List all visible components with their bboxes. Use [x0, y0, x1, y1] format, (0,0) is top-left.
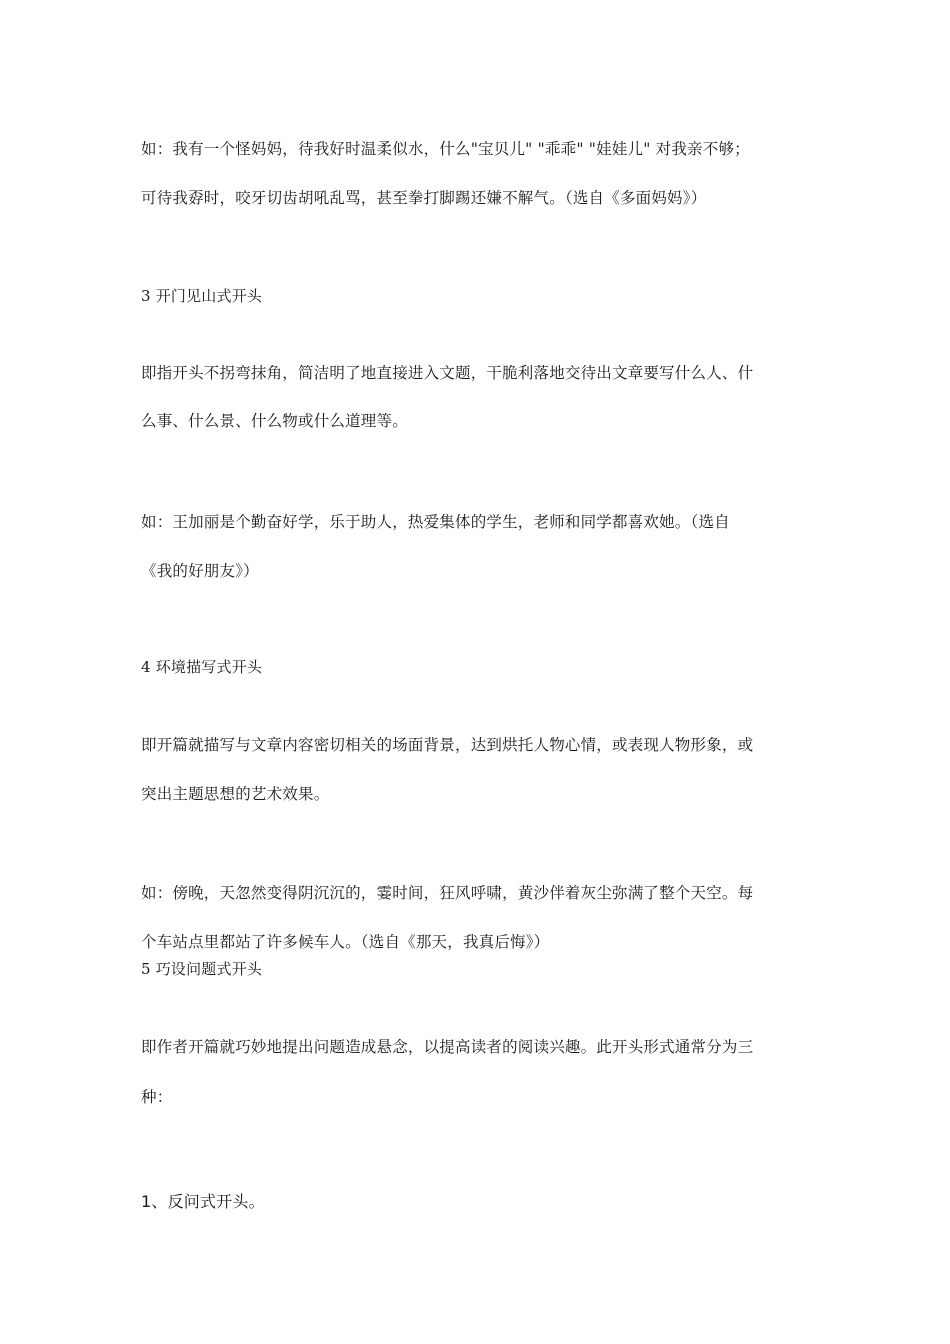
- description-4-line-2: 突出主题思想的艺术效果。: [141, 785, 330, 803]
- description-3-line-1: 即指开头不拐弯抹角，简洁明了地直接进入文题，干脆利落地交待出文章要写什么人、什: [141, 364, 754, 382]
- example-3-line-1: 如：王加丽是个勤奋好学，乐于助人，热爱集体的学生，老师和同学都喜欢她。（选自: [141, 513, 730, 531]
- list-item-1: 1、反问式开头。: [141, 1192, 265, 1211]
- section-heading-5: 5 巧设问题式开头: [141, 960, 263, 978]
- description-3-line-2: 么事、什么景、什么物或什么道理等。: [141, 412, 408, 430]
- description-4-line-1: 即开篇就描写与文章内容密切相关的场面背景，达到烘托人物心情，或表现人物形象，或: [141, 736, 754, 754]
- example-4-line-1: 如：傍晚，天忽然变得阴沉沉的，霎时间，狂风呼啸，黄沙伴着灰尘弥满了整个天空。每: [141, 884, 754, 902]
- section-heading-4: 4 环境描写式开头: [141, 658, 263, 676]
- example-3-line-2: 《我的好朋友》）: [141, 562, 259, 580]
- example-4-line-2: 个车站点里都站了许多候车人。（选自《那天，我真后悔》）: [141, 933, 550, 951]
- example-1-line-2: 可待我孬时，咬牙切齿胡吼乱骂，甚至拳打脚踢还嫌不解气。（选自《多面妈妈》）: [141, 189, 707, 207]
- description-5-line-2: 种：: [141, 1088, 173, 1106]
- section-heading-3: 3 开门见山式开头: [141, 287, 263, 305]
- example-1-line-1: 如：我有一个怪妈妈，待我好时温柔似水，什么"宝贝儿" "乖乖" "娃娃儿" 对我亲不够；: [141, 140, 750, 158]
- description-5-line-1: 即作者开篇就巧妙地提出问题造成悬念，以提高读者的阅读兴趣。此开头形式通常分为三: [141, 1038, 754, 1056]
